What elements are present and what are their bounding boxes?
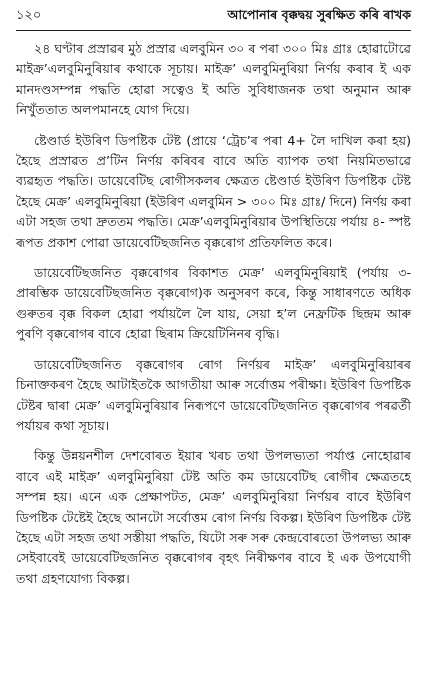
page-number: ১২০ (16, 8, 42, 23)
running-header (16, 6, 411, 31)
running-title: আপোনাৰ বৃক্কদ্বয় সুৰক্ষিত কৰি ৰাখক (227, 7, 411, 22)
paragraph-disease-progression: ডায়েবেটিছজনিত বৃক্কৰোগৰ বিকাশত মেক্ৰ’ এলবুমিনুৰিয়াই (পৰ্যায় ৩-প্ৰাৰম্ভিক ডায়েবেটিছজনিত বৃক্কৰোগ)ক অনুসৰণ কৰে, কিন্তু সাধাৰণতে অধিক গুৰুতৰ বৃক্ক বিকল হোৱা পৰ্যায়লৈ লৈ যায়, সেয়া হ’ল নেফ্ৰটিক ছিন্দ্ৰম আৰু পুৰণি বৃক্কৰোগৰ বাবে হোৱা ছিৰাম ক্ৰিয়েটিনিনৰ বৃদ্ধি। (16, 265, 411, 342)
paragraph-microalbumin-24h: ২৪ ঘণ্টাৰ প্ৰস্ৰাৱৰ মুঠ প্ৰস্ৰাৱ এলবুমিন ৩০ ৰ পৰা ৩০০ মিঃ গ্ৰাঃ হোৱাটোৱে মাইক্ৰ’এলবুমিনুৰিয়াৰ কথাকে সূচায়। মাইক্ৰ’ এলবুমিনুৰিয়া নিৰ্ণয় কৰাৰ ই এক মানদণ্ডসম্পন্ন পদ্ধতি হোৱা সত্বেও ই অতি সুবিধাজনক তথা অনুমান আৰু নিখুঁততাত অলপমানহে যোগ দিয়ে। (16, 41, 411, 118)
paragraph-developing-countries: কিন্তু উন্নয়নশীল দেশবোৰত ইয়াৰ খৰচ তথা উপলভ্যতা পৰ্যাপ্ত নোহোৱাৰ বাবে এই মাইক্ৰ’ এলবুমিনুৰিয়া টেষ্ট অতি কম ডায়েবেটিছ ৰোগীৰ ক্ষেত্ৰতহে সম্পন্ন হয়। এনে এক প্ৰেক্ষাপটত, মেক্ৰ’ এলবুমিনুৰিয়া নিৰ্ণয়ৰ বাবে ইউৰিণ ডিপষ্টিক টেষ্টেই হৈছে আনটো সৰ্বোত্তম ৰোগ নিৰ্ণয় বিকল্প। ইউৰিণ ডিপষ্টিক টেষ্ট হৈছে এটা সহজ তথা সস্তীয়া পদ্ধতি, যিটো সৰু সৰু কেন্দ্ৰবোৰতো উপলভ্য আৰু সেইবাবেই ডায়েবেটিছজনিত বৃক্কৰোগৰ বৃহৎ নিৰীক্ষণৰ বাবে ই এক উপযোগী তথা গ্ৰহণযোগ্য বিকল্প। (16, 448, 411, 586)
paragraph-early-detection: ডায়েবেটিছজনিত বৃক্কৰোগৰ ৰোগ নিৰ্ণয়ৰ মাইক্ৰ’ এলবুমিনুৰিয়াৰৰ চিনাক্তকৰণ হৈছে আটাইতকৈ আগতীয়া আৰু সৰ্বোত্তম পৰীক্ষা। ইউৰিণ ডিপষ্টিক টেষ্টৰ দ্বাৰা মেক্ৰ’ এলবুমিনুৰিয়াৰ নিৰূপণে ডায়েবেটিছজনিত বৃক্কৰোগৰ পৰৱৰ্তী পৰ্যায়ৰ কথা সূচায়। (16, 356, 411, 433)
body-text (16, 39, 411, 589)
paragraph-dipstick-test: ষ্টেণ্ডাৰ্ড ইউৰিণ ডিপষ্টিক টেষ্ট (প্ৰায়ে ‘ট্ৰেচ’ৰ পৰা 4+ লৈ দাখিল কৰা হয়) হৈছে প্ৰস্ৰাৱত প্ৰ’টিন নিৰ্ণয় কৰিবৰ বাবে অতি ব্যাপক তথা নিয়মিতভাৱে ব্যৱহৃত পদ্ধতি। ডায়েবেটিছ ৰোগীসকলৰ ক্ষেত্ৰত ষ্টেণ্ডাৰ্ড ইউৰিণ ডিপষ্টিক টেষ্ট হৈছে মেক্ৰ’ এলবুমিনুৰিয়া (ইউৰিণ এলবুমিন > ৩০০ মিঃ গ্ৰাঃ/ দিনে) নিৰ্ণয় কৰা এটা সহজ তথা দ্ৰুততম পদ্ধতি। মেক্ৰ’এলবুমিনুৰিয়াৰ উপস্থিতিয়ে পৰ্যায় ৪- স্পষ্ট ৰূপত প্ৰকাশ পোৱা ডায়েবেটিছজনিত বৃক্কৰোগ প্ৰতিফলিত কৰে। (16, 132, 411, 250)
